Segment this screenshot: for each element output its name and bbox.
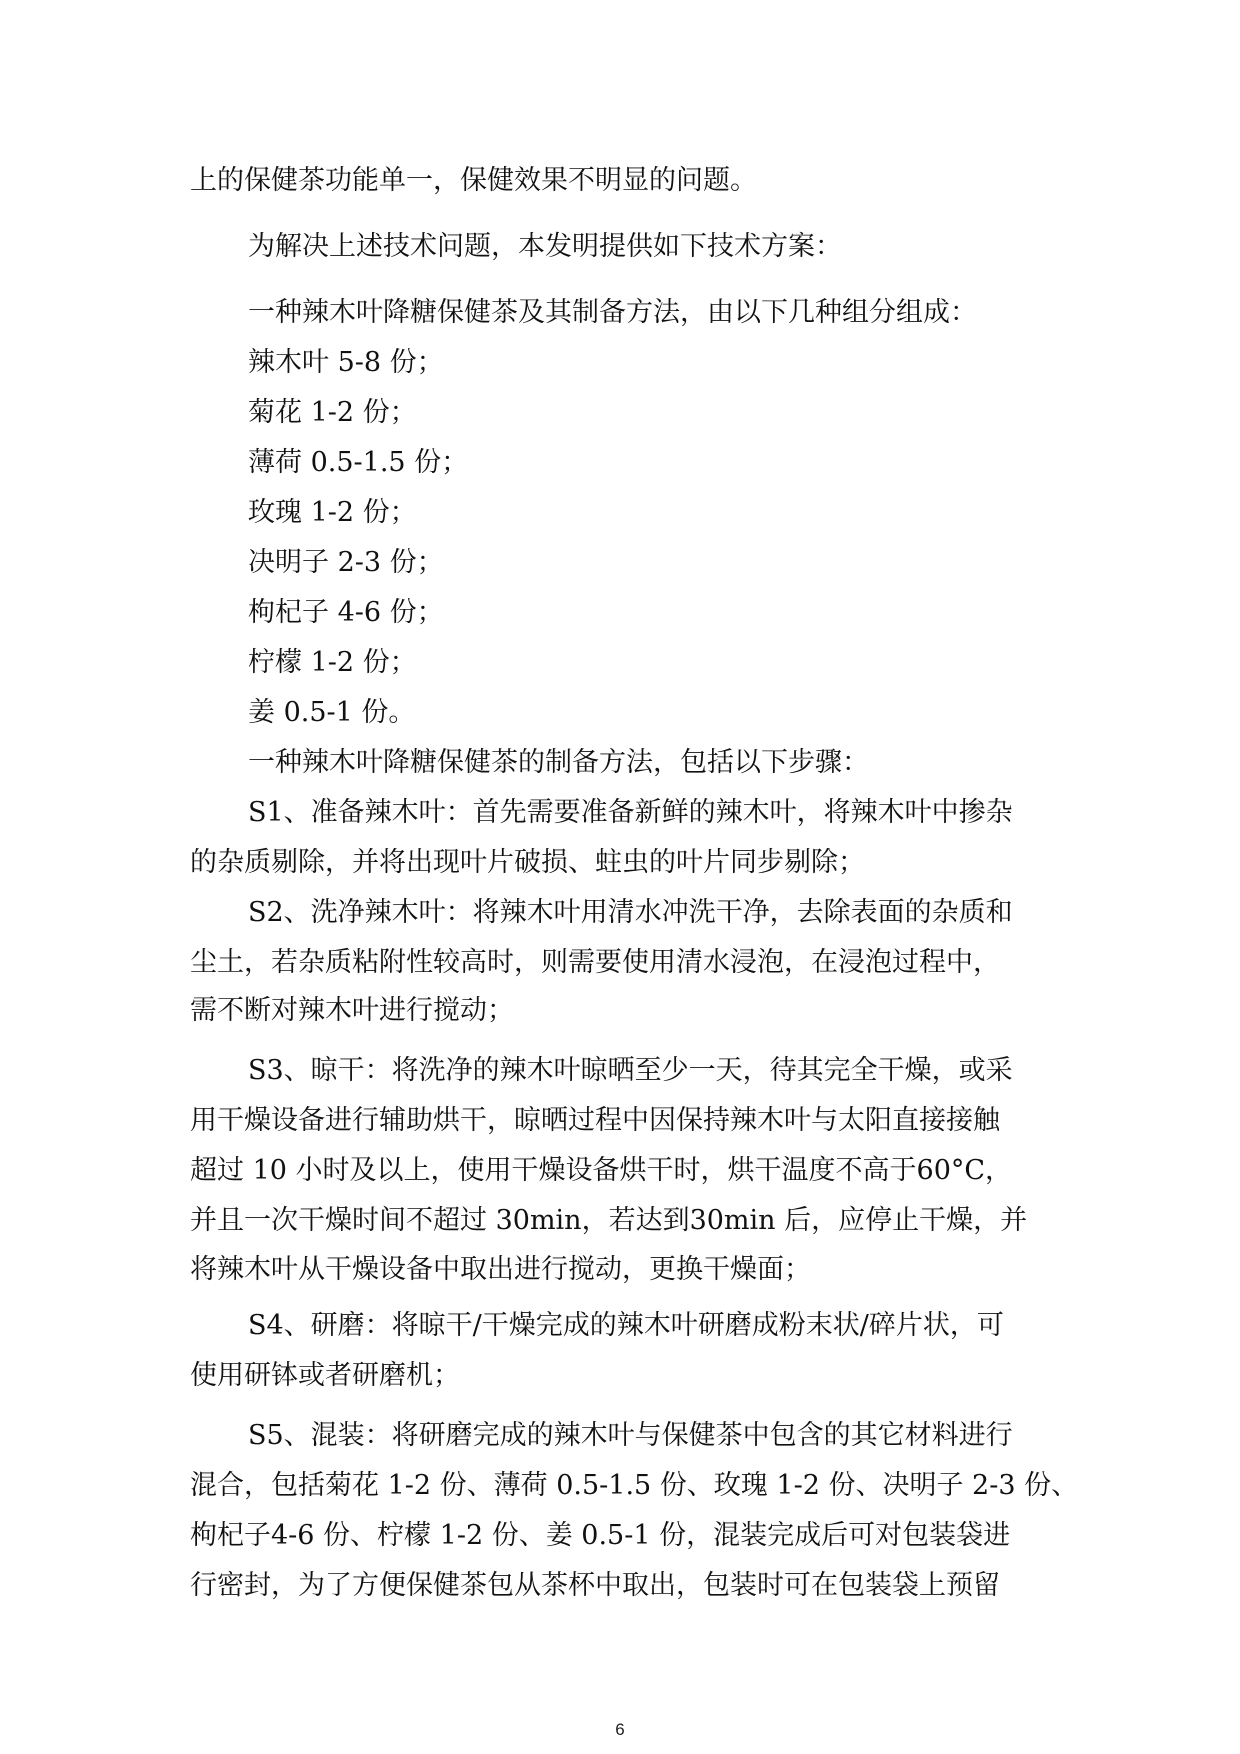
text-line: 混合，包括菊花 1-2 份、薄荷 0.5-1.5 份、玫瑰 1-2 份、决明子 2-3 份、 xyxy=(190,1470,1079,1501)
text-line: 的杂质剔除，并将出现叶片破损、蛀虫的叶片同步剔除； xyxy=(190,847,865,878)
text-line: S2、洗净辣木叶：将辣木叶用清水冲洗干净，去除表面的杂质和 xyxy=(248,897,1013,928)
text-line: 辣木叶 5-8 份； xyxy=(248,347,444,378)
text-line: 玫瑰 1-2 份； xyxy=(248,497,417,528)
text-line: 枸杞子 4-6 份； xyxy=(248,597,444,628)
text-line: 用干燥设备进行辅助烘干，晾晒过程中因保持辣木叶与太阳直接接触 xyxy=(190,1105,1000,1136)
text-line: 需不断对辣木叶进行搅动； xyxy=(190,995,514,1026)
text-line: 将辣木叶从干燥设备中取出进行搅动，更换干燥面； xyxy=(190,1254,811,1285)
text-line: 行密封，为了方便保健茶包从茶杯中取出，包装时可在包装袋上预留 xyxy=(190,1570,1000,1601)
text-line: 决明子 2-3 份； xyxy=(248,547,444,578)
text-line: 一种辣木叶降糖保健茶的制备方法，包括以下步骤： xyxy=(248,747,869,778)
text-line: 为解决上述技术问题，本发明提供如下技术方案： xyxy=(248,231,842,262)
text-line: S5、混装：将研磨完成的辣木叶与保健茶中包含的其它材料进行 xyxy=(248,1420,1013,1451)
text-line: 姜 0.5-1 份。 xyxy=(248,697,416,728)
text-line: 枸杞子4-6 份、柠檬 1-2 份、姜 0.5-1 份，混装完成后可对包装袋进 xyxy=(190,1520,1011,1551)
text-line: 超过 10 小时及以上，使用干燥设备烘干时，烘干温度不高于60°C， xyxy=(190,1155,1013,1186)
page-number: 6 xyxy=(615,1720,625,1739)
text-line: 一种辣木叶降糖保健茶及其制备方法，由以下几种组分组成： xyxy=(248,297,977,328)
text-line: 柠檬 1-2 份； xyxy=(248,647,417,678)
text-line: 使用研钵或者研磨机； xyxy=(190,1360,460,1391)
text-line: S3、晾干：将洗净的辣木叶晾晒至少一天，待其完全干燥，或采 xyxy=(248,1055,1013,1086)
text-line: S4、研磨：将晾干/干燥完成的辣木叶研磨成粉末状/碎片状，可 xyxy=(248,1310,1004,1341)
text-line: 菊花 1-2 份； xyxy=(248,397,417,428)
text-line: 并且一次干燥时间不超过 30min，若达到30min 后，应停止干燥，并 xyxy=(190,1205,1028,1236)
text-line: 薄荷 0.5-1.5 份； xyxy=(248,447,469,478)
text-line: 上的保健茶功能单一，保健效果不明显的问题。 xyxy=(190,165,757,196)
text-line: S1、准备辣木叶：首先需要准备新鲜的辣木叶，将辣木叶中掺杂 xyxy=(248,797,1013,828)
text-line: 尘土，若杂质粘附性较高时，则需要使用清水浸泡，在浸泡过程中， xyxy=(190,947,1000,978)
